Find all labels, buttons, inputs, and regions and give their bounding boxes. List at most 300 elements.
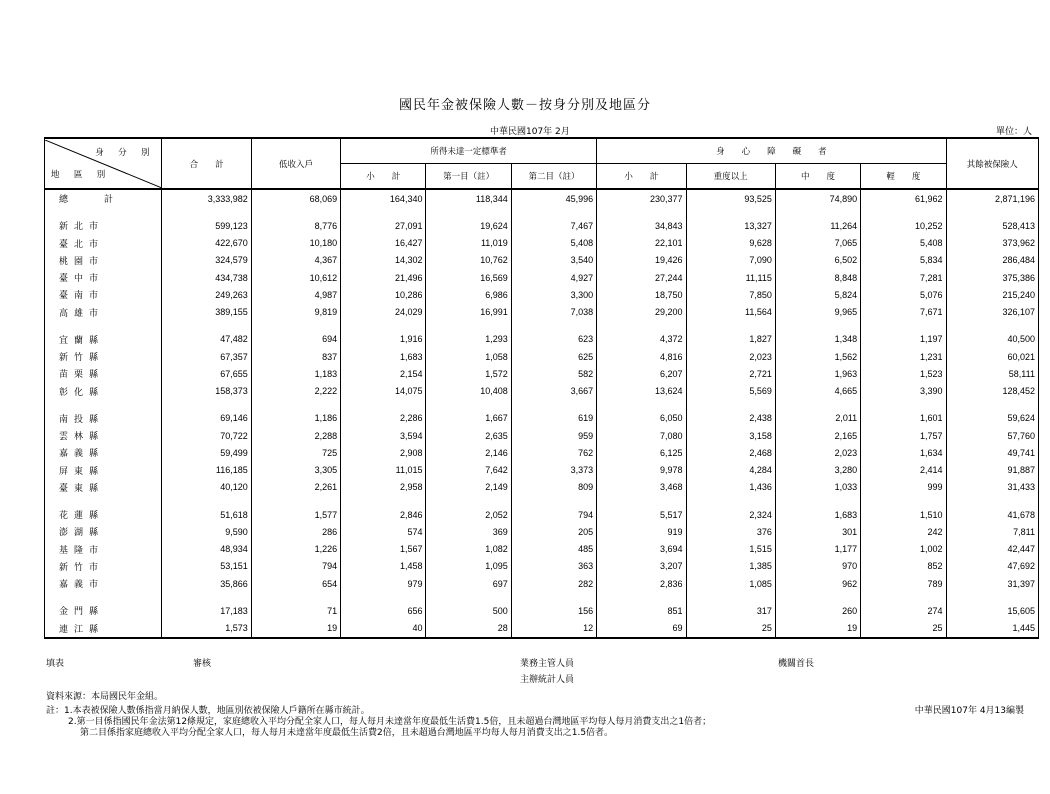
spacer-cell [597,207,686,217]
header-total: 合 計 [162,138,251,189]
value-cell: 725 [251,444,340,461]
value-cell: 1,231 [861,348,946,365]
region-cell: 總 計 [45,189,162,207]
value-cell: 10,408 [426,383,511,400]
value-cell: 9,965 [775,304,860,321]
value-cell: 2,286 [341,410,426,427]
value-cell: 10,612 [251,269,340,286]
value-cell: 1,515 [686,541,775,558]
value-cell: 3,300 [511,286,596,303]
value-cell: 6,050 [597,410,686,427]
table-row [45,427,1039,444]
region-cell: 新竹市 [45,558,162,575]
value-cell: 959 [511,427,596,444]
row-spacer [45,321,1039,331]
table-row [45,575,1039,592]
value-cell: 156 [511,602,596,619]
value-cell: 5,408 [511,235,596,252]
value-cell: 326,107 [946,304,1038,321]
value-cell: 6,502 [775,252,860,269]
value-cell: 15,605 [946,602,1038,619]
value-cell: 230,377 [597,189,686,207]
reviewer-label: 審核 [193,659,212,669]
spacer-cell [775,207,860,217]
table-row [45,602,1039,619]
value-cell: 27,091 [341,217,426,234]
value-cell: 1,667 [426,410,511,427]
value-cell: 2,261 [251,479,340,496]
value-cell: 919 [597,523,686,540]
spacer-cell [341,321,426,331]
spacer-cell [597,321,686,331]
region-cell: 高雄市 [45,304,162,321]
header-dis-subtotal: 小 計 [597,164,686,190]
value-cell: 164,340 [341,189,426,207]
value-cell: 11,115 [686,269,775,286]
spacer-cell [45,592,162,602]
spacer-cell [162,592,251,602]
value-cell: 31,397 [946,575,1038,592]
value-cell: 7,811 [946,523,1038,540]
value-cell: 1,757 [861,427,946,444]
region-cell: 基隆市 [45,541,162,558]
region-cell: 宜蘭縣 [45,331,162,348]
value-cell: 12 [511,620,596,638]
value-cell: 1,963 [775,365,860,382]
value-cell: 1,002 [861,541,946,558]
value-cell: 2,023 [775,444,860,461]
value-cell: 9,978 [597,462,686,479]
corner-header [45,138,162,189]
value-cell: 9,819 [251,304,340,321]
header-disability-group: 身 心 障 礙 者 [597,138,946,164]
value-cell: 3,468 [597,479,686,496]
value-cell: 3,305 [251,462,340,479]
value-cell: 7,080 [597,427,686,444]
value-cell: 19 [775,620,860,638]
value-cell: 7,642 [426,462,511,479]
value-cell: 1,572 [426,365,511,382]
spacer-cell [511,321,596,331]
header-moderate: 中 度 [775,164,860,190]
value-cell: 51,618 [162,506,251,523]
value-cell: 60,021 [946,348,1038,365]
value-cell: 2,438 [686,410,775,427]
value-cell: 3,333,982 [162,189,251,207]
table-body [45,189,1039,638]
value-cell: 4,284 [686,462,775,479]
table-row [45,506,1039,523]
spacer-cell [162,321,251,331]
value-cell: 623 [511,331,596,348]
region-cell: 南投縣 [45,410,162,427]
value-cell: 45,996 [511,189,596,207]
value-cell: 1,058 [426,348,511,365]
spacer-cell [162,496,251,506]
value-cell: 16,991 [426,304,511,321]
value-cell: 58,111 [946,365,1038,382]
value-cell: 274 [861,602,946,619]
value-cell: 242 [861,523,946,540]
value-cell: 2,414 [861,462,946,479]
value-cell: 22,101 [597,235,686,252]
value-cell: 19,624 [426,217,511,234]
header-low-income: 低收入戶 [251,138,340,189]
value-cell: 6,125 [597,444,686,461]
value-cell: 1,348 [775,331,860,348]
value-cell: 49,741 [946,444,1038,461]
value-cell: 40,500 [946,331,1038,348]
stats-officer-label: 主辦統計人員 [520,675,575,685]
value-cell: 1,573 [162,620,251,638]
spacer-cell [511,400,596,410]
spacer-cell [251,592,340,602]
value-cell: 1,293 [426,331,511,348]
note-2: 2.第一目係指國民年金法第12條規定，家庭總收入平均分配全家人口，每人每月未達當年度最低生活費1.5倍，且未超過台灣地區平均每人每月消費支出之1倍者； [68,717,712,727]
value-cell: 2,836 [597,575,686,592]
value-cell: 215,240 [946,286,1038,303]
value-cell: 93,525 [686,189,775,207]
value-cell: 260 [775,602,860,619]
value-cell: 389,155 [162,304,251,321]
unit-label: 單位：人 [995,127,1032,137]
value-cell: 485 [511,541,596,558]
value-cell: 3,280 [775,462,860,479]
spacer-cell [341,496,426,506]
value-cell: 1,634 [861,444,946,461]
spacer-cell [686,592,775,602]
value-cell: 363 [511,558,596,575]
table-row [45,269,1039,286]
value-cell: 3,540 [511,252,596,269]
value-cell: 1,085 [686,575,775,592]
table-row [45,365,1039,382]
value-cell: 8,776 [251,217,340,234]
spacer-cell [597,496,686,506]
spacer-cell [597,592,686,602]
value-cell: 2,011 [775,410,860,427]
value-cell: 1,445 [946,620,1038,638]
value-cell: 5,824 [775,286,860,303]
value-cell: 2,052 [426,506,511,523]
value-cell: 61,962 [861,189,946,207]
value-cell: 574 [341,523,426,540]
value-cell: 962 [775,575,860,592]
value-cell: 1,827 [686,331,775,348]
value-cell: 999 [861,479,946,496]
header-first: 第一目（註） [426,164,511,190]
value-cell: 1,033 [775,479,860,496]
value-cell: 5,408 [861,235,946,252]
value-cell: 128,452 [946,383,1038,400]
table-row [45,383,1039,400]
corner-bottom-label: 地 區 別 [51,168,112,179]
row-spacer [45,496,1039,506]
value-cell: 434,738 [162,269,251,286]
spacer-cell [946,496,1038,506]
table-row [45,235,1039,252]
value-cell: 27,244 [597,269,686,286]
value-cell: 373,962 [946,235,1038,252]
value-cell: 2,149 [426,479,511,496]
value-cell: 47,692 [946,558,1038,575]
value-cell: 500 [426,602,511,619]
value-cell: 19 [251,620,340,638]
spacer-cell [946,321,1038,331]
value-cell: 794 [251,558,340,575]
value-cell: 6,207 [597,365,686,382]
value-cell: 2,165 [775,427,860,444]
header-subtotal: 小 計 [341,164,426,190]
region-cell: 新北市 [45,217,162,234]
value-cell: 1,183 [251,365,340,382]
value-cell: 528,413 [946,217,1038,234]
region-cell: 臺北市 [45,235,162,252]
spacer-cell [45,207,162,217]
spacer-cell [511,207,596,217]
spacer-cell [686,496,775,506]
value-cell: 25 [861,620,946,638]
table-row [45,252,1039,269]
spacer-cell [775,496,860,506]
value-cell: 3,207 [597,558,686,575]
value-cell: 2,468 [686,444,775,461]
value-cell: 582 [511,365,596,382]
region-cell: 桃園市 [45,252,162,269]
header-second: 第二目（註） [511,164,596,190]
region-cell: 臺南市 [45,286,162,303]
value-cell: 2,846 [341,506,426,523]
value-cell: 70,722 [162,427,251,444]
value-cell: 29,200 [597,304,686,321]
value-cell: 74,890 [775,189,860,207]
value-cell: 2,721 [686,365,775,382]
value-cell: 7,090 [686,252,775,269]
value-cell: 5,834 [861,252,946,269]
spacer-cell [511,592,596,602]
value-cell: 14,302 [341,252,426,269]
value-cell: 4,665 [775,383,860,400]
value-cell: 19,426 [597,252,686,269]
spacer-cell [861,592,946,602]
value-cell: 118,344 [426,189,511,207]
value-cell: 1,436 [686,479,775,496]
value-cell: 35,866 [162,575,251,592]
value-cell: 851 [597,602,686,619]
value-cell: 1,683 [775,506,860,523]
value-cell: 18,750 [597,286,686,303]
source-note: 資料來源：本局國民年金組。 [46,692,164,702]
spacer-cell [861,496,946,506]
value-cell: 24,029 [341,304,426,321]
value-cell: 249,263 [162,286,251,303]
spacer-cell [861,207,946,217]
value-cell: 4,372 [597,331,686,348]
value-cell: 47,482 [162,331,251,348]
value-cell: 68,069 [251,189,340,207]
spacer-cell [45,321,162,331]
spacer-cell [341,400,426,410]
value-cell: 369 [426,523,511,540]
region-cell: 連江縣 [45,620,162,638]
region-cell: 雲林縣 [45,427,162,444]
value-cell: 9,590 [162,523,251,540]
value-cell: 10,762 [426,252,511,269]
spacer-cell [426,592,511,602]
value-cell: 10,286 [341,286,426,303]
value-cell: 205 [511,523,596,540]
value-cell: 5,569 [686,383,775,400]
spacer-cell [597,400,686,410]
value-cell: 1,510 [861,506,946,523]
table-row [45,217,1039,234]
region-cell: 彰化縣 [45,383,162,400]
value-cell: 1,601 [861,410,946,427]
value-cell: 794 [511,506,596,523]
value-cell: 4,987 [251,286,340,303]
data-table [44,137,1039,639]
spacer-cell [946,592,1038,602]
value-cell: 656 [341,602,426,619]
spacer-cell [426,496,511,506]
value-cell: 286 [251,523,340,540]
value-cell: 282 [511,575,596,592]
value-cell: 9,628 [686,235,775,252]
spacer-cell [426,321,511,331]
spacer-cell [251,207,340,217]
value-cell: 694 [251,331,340,348]
value-cell: 375,386 [946,269,1038,286]
value-cell: 7,467 [511,217,596,234]
value-cell: 789 [861,575,946,592]
value-cell: 11,264 [775,217,860,234]
value-cell: 2,958 [341,479,426,496]
value-cell: 2,154 [341,365,426,382]
value-cell: 286,484 [946,252,1038,269]
spacer-cell [45,496,162,506]
table-row [45,523,1039,540]
table-row [45,348,1039,365]
head-label: 機關首長 [778,659,815,669]
value-cell: 11,015 [341,462,426,479]
table-row [45,541,1039,558]
value-cell: 16,569 [426,269,511,286]
spacer-cell [775,400,860,410]
value-cell: 42,447 [946,541,1038,558]
value-cell: 762 [511,444,596,461]
value-cell: 1,577 [251,506,340,523]
spacer-cell [426,400,511,410]
value-cell: 4,816 [597,348,686,365]
value-cell: 5,517 [597,506,686,523]
note-1: 註：1.本表被保險人數係指當月納保人數，地區別依被保險人戶籍所在縣市統計。 [46,706,370,716]
table-row [45,304,1039,321]
region-cell: 金門縣 [45,602,162,619]
spacer-cell [426,207,511,217]
value-cell: 1,683 [341,348,426,365]
region-cell: 嘉義市 [45,575,162,592]
table-row [45,189,1039,207]
compiled-date: 中華民國107年 4月13編製 [914,706,1024,716]
spacer-cell [162,400,251,410]
value-cell: 301 [775,523,860,540]
value-cell: 376 [686,523,775,540]
spacer-cell [511,496,596,506]
value-cell: 91,887 [946,462,1038,479]
value-cell: 1,916 [341,331,426,348]
value-cell: 16,427 [341,235,426,252]
table-row [45,620,1039,638]
value-cell: 34,843 [597,217,686,234]
region-cell: 嘉義縣 [45,444,162,461]
region-cell: 臺中市 [45,269,162,286]
value-cell: 317 [686,602,775,619]
row-spacer [45,207,1039,217]
value-cell: 21,496 [341,269,426,286]
value-cell: 1,562 [775,348,860,365]
value-cell: 11,019 [426,235,511,252]
value-cell: 2,222 [251,383,340,400]
value-cell: 3,594 [341,427,426,444]
value-cell: 3,158 [686,427,775,444]
value-cell: 422,670 [162,235,251,252]
value-cell: 599,123 [162,217,251,234]
value-cell: 2,908 [341,444,426,461]
value-cell: 1,226 [251,541,340,558]
report-period: 中華民國107年 2月 [490,127,570,137]
value-cell: 11,564 [686,304,775,321]
value-cell: 59,499 [162,444,251,461]
note-3: 第二目係指家庭總收入平均分配全家人口，每人每月未達當年度最低生活費2倍，且未超過台灣地區平均每人每月消費支出之1.5倍者。 [80,728,614,738]
value-cell: 7,065 [775,235,860,252]
value-cell: 970 [775,558,860,575]
spacer-cell [946,400,1038,410]
value-cell: 852 [861,558,946,575]
value-cell: 1,458 [341,558,426,575]
value-cell: 31,433 [946,479,1038,496]
header-other: 其餘被保險人 [946,138,1038,189]
value-cell: 654 [251,575,340,592]
spacer-cell [341,207,426,217]
value-cell: 57,760 [946,427,1038,444]
value-cell: 7,671 [861,304,946,321]
spacer-cell [775,321,860,331]
corner-top-label: 身 分 別 [95,146,156,157]
value-cell: 158,373 [162,383,251,400]
table-row [45,331,1039,348]
value-cell: 28 [426,620,511,638]
row-spacer [45,592,1039,602]
spacer-cell [251,496,340,506]
value-cell: 697 [426,575,511,592]
table-row [45,462,1039,479]
spacer-cell [686,400,775,410]
value-cell: 5,076 [861,286,946,303]
value-cell: 53,151 [162,558,251,575]
value-cell: 625 [511,348,596,365]
value-cell: 25 [686,620,775,638]
value-cell: 2,023 [686,348,775,365]
header-severe: 重度以上 [686,164,775,190]
value-cell: 4,927 [511,269,596,286]
supervisor-label: 業務主管人員 [520,659,575,669]
value-cell: 40 [341,620,426,638]
value-cell: 3,667 [511,383,596,400]
value-cell: 13,327 [686,217,775,234]
row-spacer [45,400,1039,410]
header-mild: 輕 度 [861,164,946,190]
value-cell: 69,146 [162,410,251,427]
